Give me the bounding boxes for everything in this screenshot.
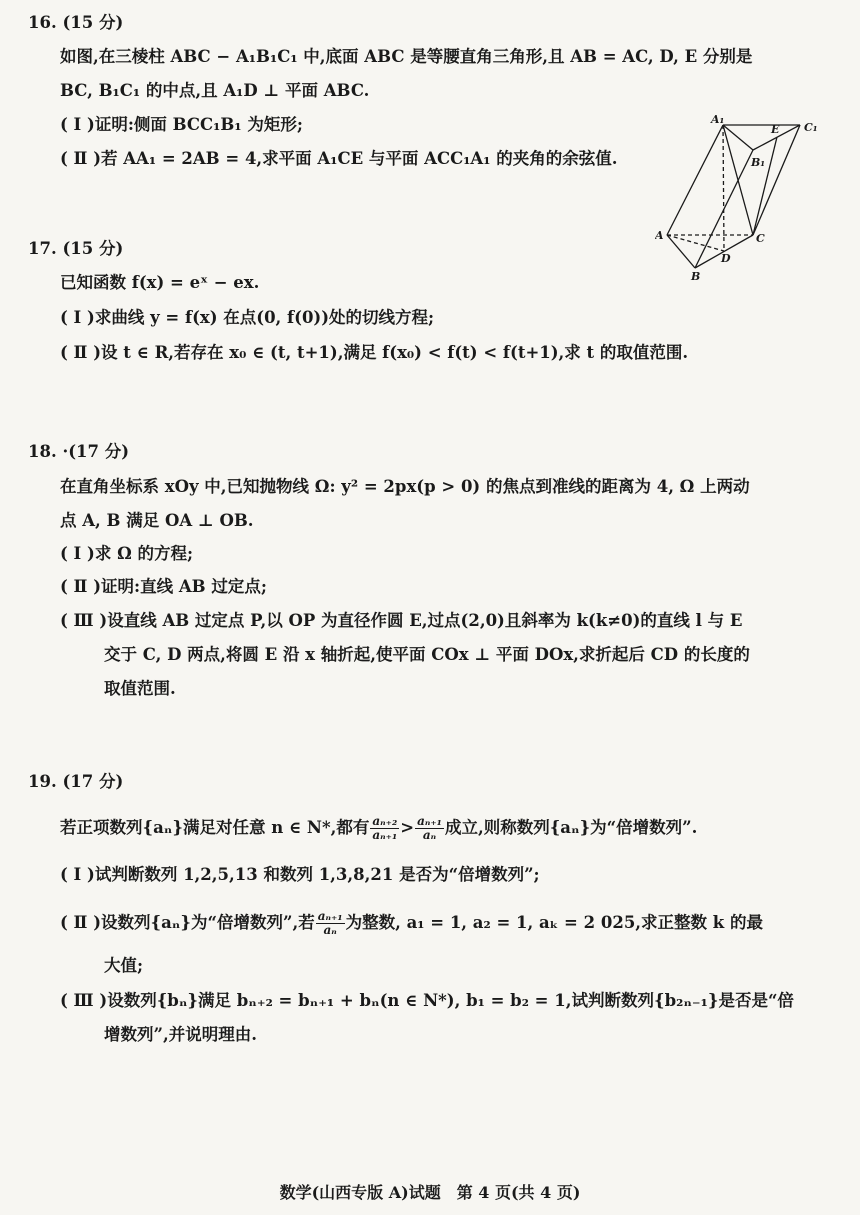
q19-stem-text-a: 若正项数列{aₙ}满足对任意 n ∈ N*,都有 [60,818,370,837]
q19-part1: ( Ⅰ )试判断数列 1,2,5,13 和数列 1,3,8,21 是否为“倍增数列”; [60,865,540,884]
page-footer: 数学(山西专版 A)试题 第 4 页(共 4 页) [279,1183,581,1202]
q19-part3-line2: 增数列”,并说明理由. [104,1025,257,1044]
q16-heading: 16. (15 分) [28,13,124,32]
edge-a1b1 [723,125,753,150]
line-a1c [723,125,753,235]
q18-part3-line1: ( Ⅲ )设直线 AB 过定点 P,以 OP 为直径作圆 E,过点(2,0)且斜率为 k(k≠0)的直线 l 与 E [60,611,743,630]
q18-stem-line1: 在直角坐标系 xOy 中,已知抛物线 Ω: y² = 2px(p > 0) 的焦点到准线的距离为 4, Ω 上两动 [60,477,750,496]
q19-stem [60,815,697,842]
q18-heading: 18. ·(17 分) [28,442,130,461]
label-c: C [756,232,765,245]
q19-stem-text-b: 成立,则称数列{aₙ}为“倍增数列”. [444,818,698,837]
label-a1: A₁ [711,113,725,126]
label-b: B [691,270,701,283]
q17-part2: ( Ⅱ )设 t ∈ R,若存在 x₀ ∈ (t, t+1),满足 f(x₀) < f(t) < f(t+1),求 t 的取值范围. [60,343,689,362]
q18-stem-line2: 点 A, B 满足 OA ⊥ OB. [60,511,254,530]
label-c1: C₁ [804,121,818,134]
q18-part1: ( Ⅰ )求 Ω 的方程; [60,544,194,563]
fraction-a-n2-over-a-n1: $\frac{\text{aₙ₊₂}}{\text{aₙ₊₁}}$ [372,814,398,842]
edge-ab [667,235,695,268]
q19-part3-line1: ( Ⅲ )设数列{bₙ}满足 bₙ₊₂ = bₙ₊₁ + bₙ(n ∈ N*), b₁ = b₂ = 1,试判断数列{b₂ₙ₋₁}是否是“倍 [60,991,794,1010]
line-a1d [723,125,724,251]
q18-part2: ( Ⅱ )证明:直线 AB 过定点; [60,577,267,596]
q19-part2-line1 [60,910,763,937]
label-d: D [721,252,731,265]
line-ad [667,235,724,251]
greater-than: > [400,818,415,837]
q17-stem: 已知函数 f(x) = eˣ − ex. [60,273,260,292]
q16-part1: ( Ⅰ )证明:侧面 BCC₁B₁ 为矩形; [60,115,303,134]
q16-part2: ( Ⅱ )若 AA₁ = 2AB = 4,求平面 A₁CE 与平面 ACC₁A₁ 的夹角的余弦值. [60,149,618,168]
q19-part2-text-b: 为整数, a₁ = 1, a₂ = 1, aₖ = 2 025,求正整数 k 的最 [345,913,763,932]
label-a: A [655,229,664,242]
q18-part3-line2: 交于 C, D 两点,将圆 E 沿 x 轴折起,使平面 COx ⊥ 平面 DOx,求折起后 CD 的长度的 [104,645,750,664]
q19-part2-text-a: ( Ⅱ )设数列{aₙ}为“倍增数列”,若 [60,913,315,932]
q16-stem-line2: BC, B₁C₁ 的中点,且 A₁D ⊥ 平面 ABC. [60,81,370,100]
q17-heading: 17. (15 分) [28,239,124,258]
prism-figure [655,105,835,285]
label-b1: B₁ [751,156,766,169]
q19-heading: 19. (17 分) [28,772,124,791]
q17-part1: ( Ⅰ )求曲线 y = f(x) 在点(0, f(0))处的切线方程; [60,308,435,327]
q16-stem-line1: 如图,在三棱柱 ABC − A₁B₁C₁ 中,底面 ABC 是等腰直角三角形,且 AB = AC, D, E 分别是 [60,47,753,66]
q18-part3-line3: 取值范围. [104,679,176,698]
fraction-ratio: $\frac{\text{aₙ₊₁}}{\text{aₙ}}$ [317,909,343,937]
fraction-a-n1-over-a-n: $\frac{\text{aₙ₊₁}}{\text{aₙ}}$ [417,814,442,842]
edge-aa1 [667,125,723,235]
q19-part2-line2: 大值; [104,956,144,975]
label-e: E [771,123,780,136]
